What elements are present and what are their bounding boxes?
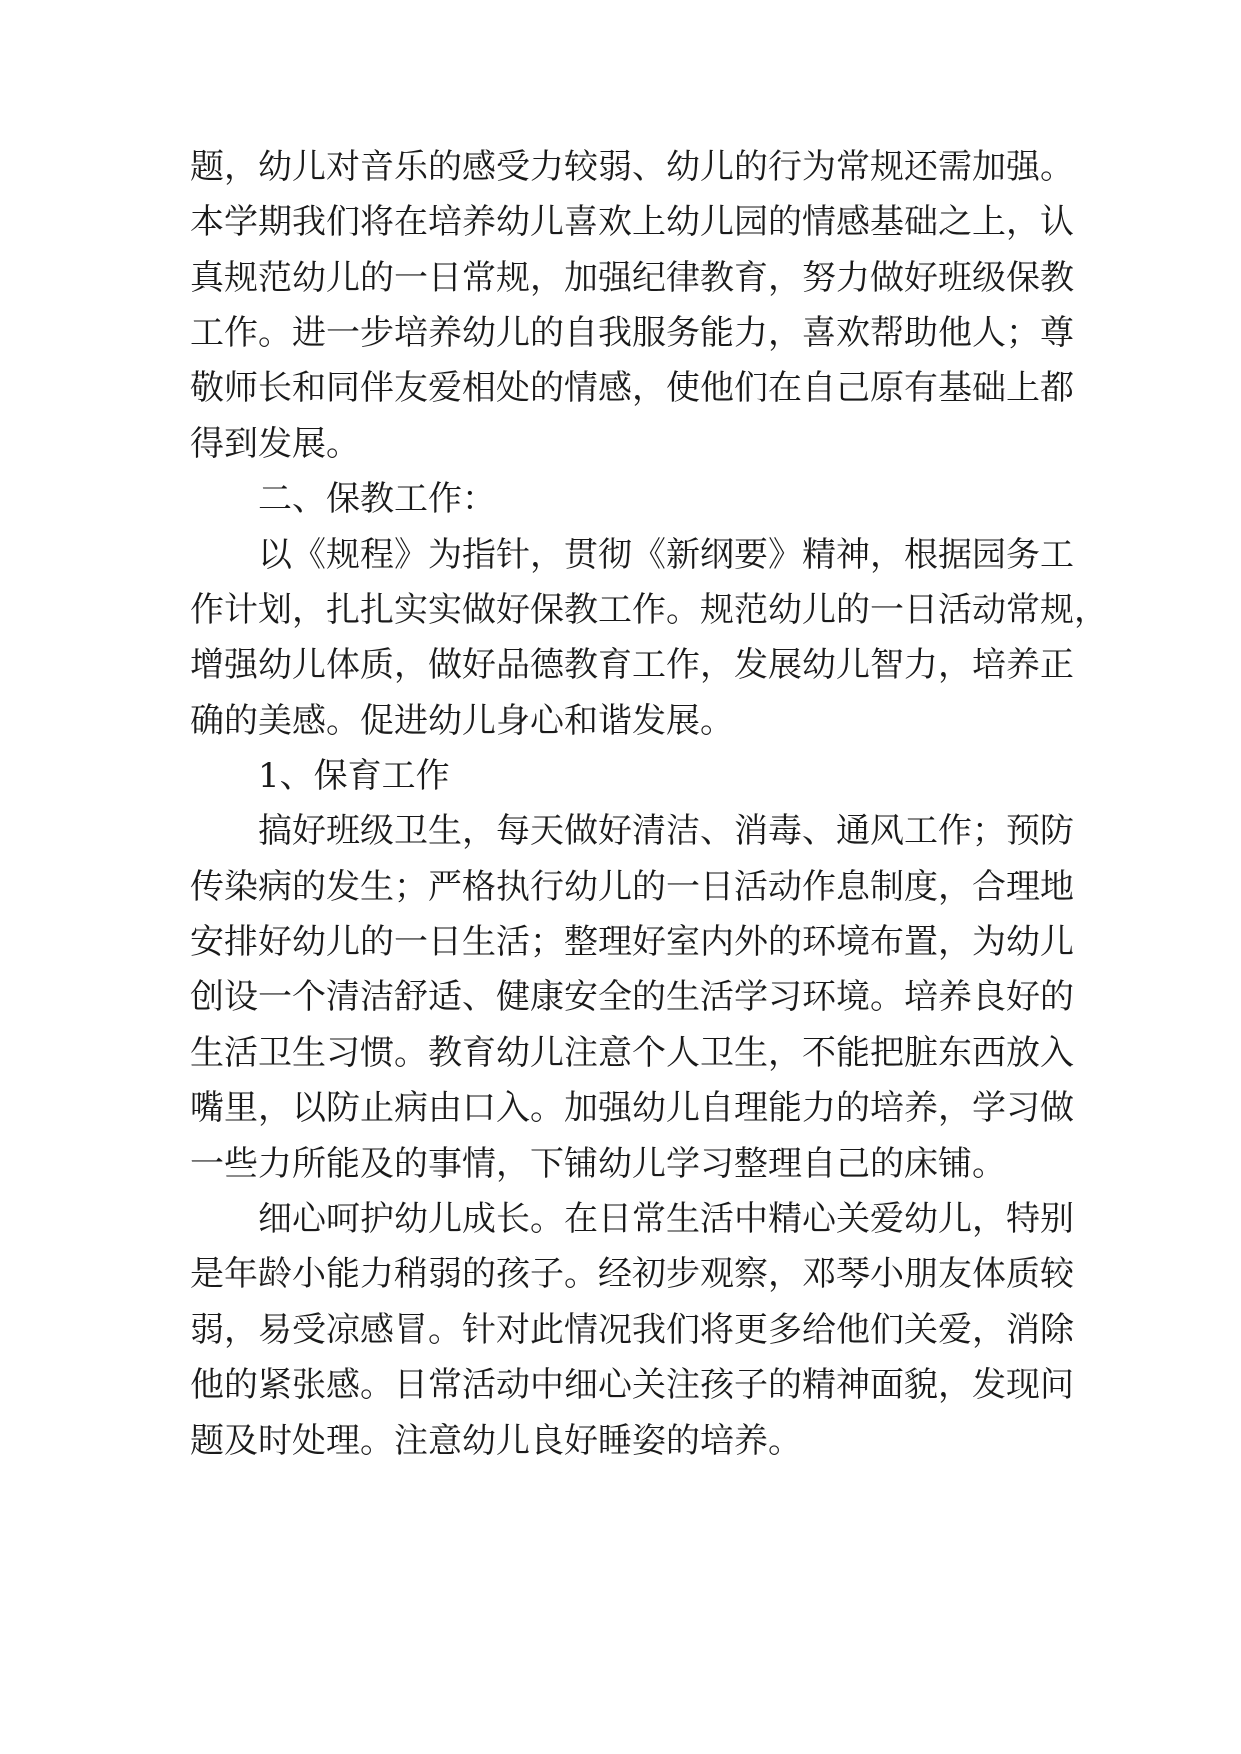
text-line: 创设一个清洁舒适、健康安全的生活学习环境。培养良好的	[190, 977, 1074, 1017]
paragraph-first-line: 以《规程》为指针，贯彻《新纲要》精神，根据园务工	[258, 535, 1074, 575]
text-line: 工作。进一步培养幼儿的自我服务能力，喜欢帮助他人；尊	[190, 313, 1074, 353]
text-line: 敬师长和同伴友爱相处的情感，使他们在自己原有基础上都	[190, 368, 1074, 408]
text-line: 本学期我们将在培养幼儿喜欢上幼儿园的情感基础之上，认	[190, 202, 1074, 242]
text-line: 真规范幼儿的一日常规，加强纪律教育，努力做好班级保教	[190, 258, 1074, 298]
text-line: 嘴里，以防止病由口入。加强幼儿自理能力的培养，学习做	[190, 1088, 1074, 1128]
text-line: 一些力所能及的事情，下铺幼儿学习整理自己的床铺。	[190, 1144, 1006, 1184]
subsection-heading: 1、保育工作	[258, 756, 450, 796]
text-line: 题及时处理。注意幼儿良好睡姿的培养。	[190, 1421, 802, 1461]
text-line: 作计划，扎扎实实做好保教工作。规范幼儿的一日活动常规，	[190, 590, 1108, 630]
section-heading: 二、保教工作：	[258, 479, 496, 519]
text-line: 生活卫生习惯。教育幼儿注意个人卫生，不能把脏东西放入	[190, 1033, 1074, 1073]
text-line: 是年龄小能力稍弱的孩子。经初步观察，邓琴小朋友体质较	[190, 1254, 1074, 1294]
text-line: 弱，易受凉感冒。针对此情况我们将更多给他们关爱，消除	[190, 1310, 1074, 1350]
text-line: 增强幼儿体质，做好品德教育工作，发展幼儿智力，培养正	[190, 645, 1074, 685]
text-line: 题，幼儿对音乐的感受力较弱、幼儿的行为常规还需加强。	[190, 147, 1074, 187]
paragraph-first-line: 搞好班级卫生，每天做好清洁、消毒、通风工作；预防	[258, 811, 1074, 851]
paragraph-first-line: 细心呵护幼儿成长。在日常生活中精心关爱幼儿，特别	[258, 1199, 1074, 1239]
text-line: 确的美感。促进幼儿身心和谐发展。	[190, 701, 734, 741]
text-line: 传染病的发生；严格执行幼儿的一日活动作息制度，合理地	[190, 867, 1074, 907]
text-line: 安排好幼儿的一日生活；整理好室内外的环境布置，为幼儿	[190, 922, 1074, 962]
text-line: 得到发展。	[190, 424, 360, 464]
text-line: 他的紧张感。日常活动中细心关注孩子的精神面貌，发现问	[190, 1365, 1074, 1405]
